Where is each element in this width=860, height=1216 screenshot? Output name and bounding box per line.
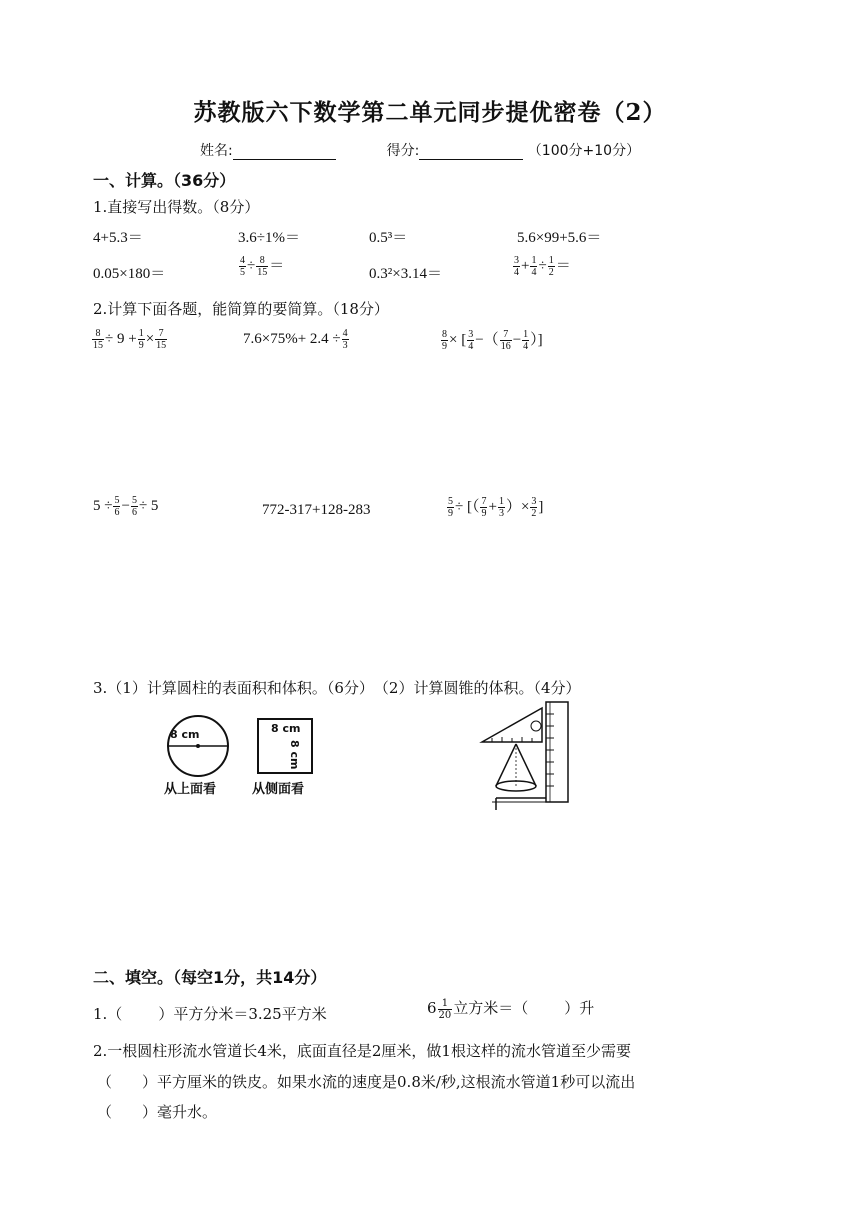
score-blank[interactable] xyxy=(419,145,523,160)
calc-4: 5.6×99+5.6＝ xyxy=(517,230,602,246)
q1-label: 1.直接写出得数。（8分） xyxy=(93,198,260,216)
total-points: （100分+10分） xyxy=(527,143,641,159)
q3-label: 3.（1）计算圆柱的表面积和体积。（6分） （2）计算圆锥的体积。（4分） xyxy=(93,679,581,697)
fill-q2-line3: （ ）毫升水。 xyxy=(97,1103,218,1121)
calc-7: 0.3²×3.14＝ xyxy=(369,266,442,282)
page-title: 苏教版六下数学第二单元同步提优密卷（2） xyxy=(193,99,667,126)
expr-4: 5 ÷ $\frac{5}{6}$ − $\frac{5}{6}$ ÷ 5 xyxy=(93,495,159,518)
fill-q1-part2: 6 $\frac{1}{20}$ 立方米＝（ ）升 xyxy=(427,997,595,1021)
q2-label: 2.计算下面各题，能简算的要简算。（18分） xyxy=(93,300,389,318)
expr-2: 7.6×75%+ 2.4 ÷ $\frac{4}{3}$ xyxy=(243,328,348,351)
section2-heading: 二、填空。（每空1分，共14分） xyxy=(93,968,327,987)
fill-q2-line1: 2.一根圆柱形流水管道长4米，底面直径是2厘米，做1根这样的流水管道至少需要 xyxy=(93,1042,631,1060)
score-label: 得分: xyxy=(386,143,420,159)
top-view-dimension: 8 cm xyxy=(170,728,200,741)
name-blank[interactable] xyxy=(233,145,336,160)
expr-5: 772-317+128-283 xyxy=(262,502,371,518)
top-view-caption: 从上面看 xyxy=(164,782,217,797)
section1-heading: 一、计算。（36分） xyxy=(93,171,236,190)
calc-8: $\frac{3}{4}$ + $\frac{1}{4}$ ÷ $\frac{1}{2}$ ＝ xyxy=(514,255,571,279)
side-view-dimension-top: 8 cm xyxy=(271,722,301,735)
side-view-dimension-right: 8 cm xyxy=(288,740,301,770)
fill-q2-line2: （ ）平方厘米的铁皮。如果水流的速度是0.8米/秒,这根流水管道1秒可以流出 xyxy=(97,1073,636,1091)
calc-2: 3.6÷1%＝ xyxy=(238,230,300,246)
calc-3: 0.5³＝ xyxy=(369,230,408,246)
name-label: 姓名: xyxy=(200,143,233,159)
calc-6: $\frac{4}{5}$ ÷ $\frac{8}{15}$ ＝ xyxy=(240,255,285,279)
expr-1: $\frac{8}{15}$ ÷ 9 + $\frac{1}{9}$ × $\frac{7}{15}$ xyxy=(93,328,167,351)
expr-3: $\frac{8}{9}$ × [ $\frac{3}{4}$ −（ $\frac{7}{16}$ − $\frac{1}{4}$ ）] xyxy=(442,329,543,353)
calc-1: 4+5.3＝ xyxy=(93,230,143,246)
student-info-row xyxy=(200,140,640,160)
cone-measurement-figure xyxy=(478,700,578,812)
fill-q1-part1: 1.（ ）平方分米＝3.25平方米 xyxy=(93,1005,327,1023)
calc-5: 0.05×180＝ xyxy=(93,266,166,282)
expr-6: $\frac{5}{9}$ ÷ [（ $\frac{7}{9}$ + $\frac{1}{3}$ ）× $\frac{3}{2}$ ] xyxy=(448,496,544,520)
side-view-caption: 从侧面看 xyxy=(252,782,305,797)
